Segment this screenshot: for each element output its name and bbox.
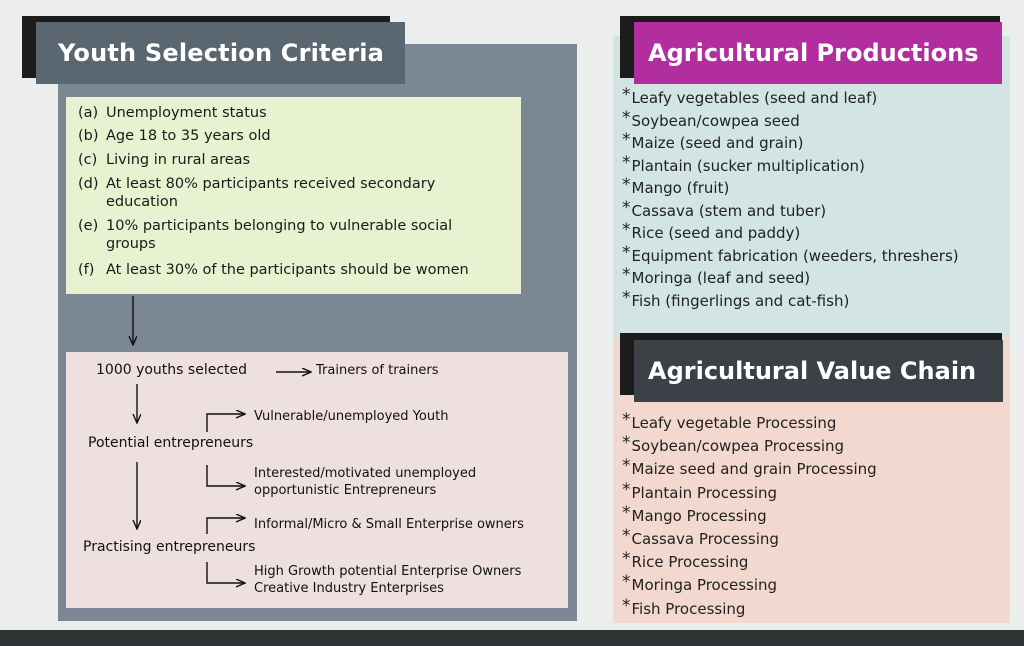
list-item <box>622 456 877 480</box>
criterion-label: (b) <box>78 128 99 144</box>
list-item <box>622 130 804 154</box>
list-item-text: Plantain (sucker multiplication) <box>631 156 865 175</box>
criterion-text: Unemployment status <box>106 105 267 121</box>
list-item-text: Cassava (stem and tuber) <box>631 201 827 220</box>
list-item-text: Moringa (leaf and seed) <box>631 269 811 287</box>
list-item <box>622 85 878 109</box>
list-item <box>622 572 778 596</box>
list-item <box>622 595 746 620</box>
agri-production-title: Agricultural Productions <box>634 22 1002 84</box>
list-item-text: Moringa Processing <box>631 576 778 595</box>
criterion-d-cont: education <box>106 194 178 210</box>
criterion-label: (f) <box>78 262 95 278</box>
bullet-star: * <box>622 549 631 570</box>
bullet-star: * <box>622 107 631 128</box>
bullet-star: * <box>622 242 631 263</box>
youth-selection-title: Youth Selection Criteria <box>36 22 405 84</box>
criterion-e-cont: groups <box>106 236 156 252</box>
list-item <box>622 549 749 573</box>
list-item <box>622 152 865 177</box>
list-item <box>622 107 800 132</box>
bullet-star: * <box>622 595 631 616</box>
list-item-text: Leafy vegetables (seed and leaf) <box>631 89 878 107</box>
bullet-star: * <box>622 152 631 173</box>
interested-entrepreneurs-node: Interested/motivated unemployed opportunistic Entrepreneurs <box>254 466 477 498</box>
criterion-label: (c) <box>78 152 98 168</box>
criterion-text: Age 18 to 35 years old <box>106 128 271 144</box>
list-item <box>622 502 767 527</box>
list-item-text: Fish Processing <box>631 599 746 618</box>
criterion-a <box>78 104 267 122</box>
criterion-f <box>78 261 469 279</box>
list-item-text: Mango (fruit) <box>631 179 730 197</box>
informal-owners-node: Informal/Micro & Small Enterprise owners <box>254 517 524 532</box>
list-item <box>622 175 730 199</box>
criterion-text: Living in rural areas <box>106 152 251 168</box>
bullet-star: * <box>622 85 631 105</box>
list-item <box>622 410 837 434</box>
vulnerable-youth-node: Vulnerable/unemployed Youth <box>254 409 449 424</box>
bullet-star: * <box>622 287 631 308</box>
bullet-star: * <box>622 220 631 240</box>
bullet-star: * <box>622 130 631 150</box>
list-item-text: Leafy vegetable Processing <box>631 414 837 432</box>
bullet-star: * <box>622 572 631 593</box>
list-item-text: Fish (fingerlings and cat-fish) <box>631 291 850 310</box>
criterion-text: At least 80% participants received secondary <box>106 176 436 192</box>
list-item <box>622 265 811 289</box>
list-item <box>622 526 779 550</box>
list-item <box>622 479 778 504</box>
criterion-text: At least 30% of the participants should be women <box>106 262 469 278</box>
criterion-label: (a) <box>78 105 99 121</box>
criterion-label: (e) <box>78 218 99 234</box>
list-item <box>622 433 845 457</box>
list-item-text: Soybean/cowpea seed <box>631 111 800 130</box>
bullet-star: * <box>622 175 631 195</box>
list-item-text: Rice Processing <box>631 553 749 572</box>
criterion-label: (d) <box>78 176 99 192</box>
list-item <box>622 197 827 222</box>
criterion-c <box>78 151 250 169</box>
list-item-text: Equipment fabrication (weeders, threshers) <box>631 246 959 265</box>
criterion-text: 10% participants belonging to vulnerable social <box>106 218 453 234</box>
bullet-star: * <box>622 197 631 218</box>
criterion-b <box>78 127 271 145</box>
list-item-text: Cassava Processing <box>631 530 779 548</box>
bullet-star: * <box>622 502 631 523</box>
potential-entrepreneurs-node: Potential entrepreneurs <box>88 435 254 451</box>
list-item <box>622 242 959 267</box>
criteria-box <box>66 97 521 294</box>
bullet-star: * <box>622 526 631 546</box>
high-growth-node: High Growth potential Enterprise Owners Creative Industry Enterprises <box>254 564 522 596</box>
value-chain-title: Agricultural Value Chain <box>634 340 1003 402</box>
list-item <box>622 287 850 312</box>
list-item-text: Soybean/cowpea Processing <box>631 437 845 456</box>
list-item <box>622 220 801 244</box>
practising-entrepreneurs-node: Practising entrepreneurs <box>83 539 256 555</box>
list-item-text: Rice (seed and paddy) <box>631 224 801 242</box>
bullet-star: * <box>622 456 631 477</box>
list-item-text: Mango Processing <box>631 506 767 525</box>
bullet-star: * <box>622 479 631 500</box>
youths-selected-node: 1000 youths selected <box>96 362 248 378</box>
list-item-text: Plantain Processing <box>631 483 778 502</box>
list-item-text: Maize (seed and grain) <box>631 134 804 152</box>
flow-box <box>66 352 568 608</box>
bullet-star: * <box>622 410 631 430</box>
criterion-e <box>78 217 452 235</box>
bullet-star: * <box>622 433 631 454</box>
bottom-bar <box>0 630 1024 646</box>
trainers-node: Trainers of trainers <box>316 363 439 378</box>
list-item-text: Maize seed and grain Processing <box>631 460 877 479</box>
bullet-star: * <box>622 265 631 285</box>
criterion-d <box>78 175 435 193</box>
